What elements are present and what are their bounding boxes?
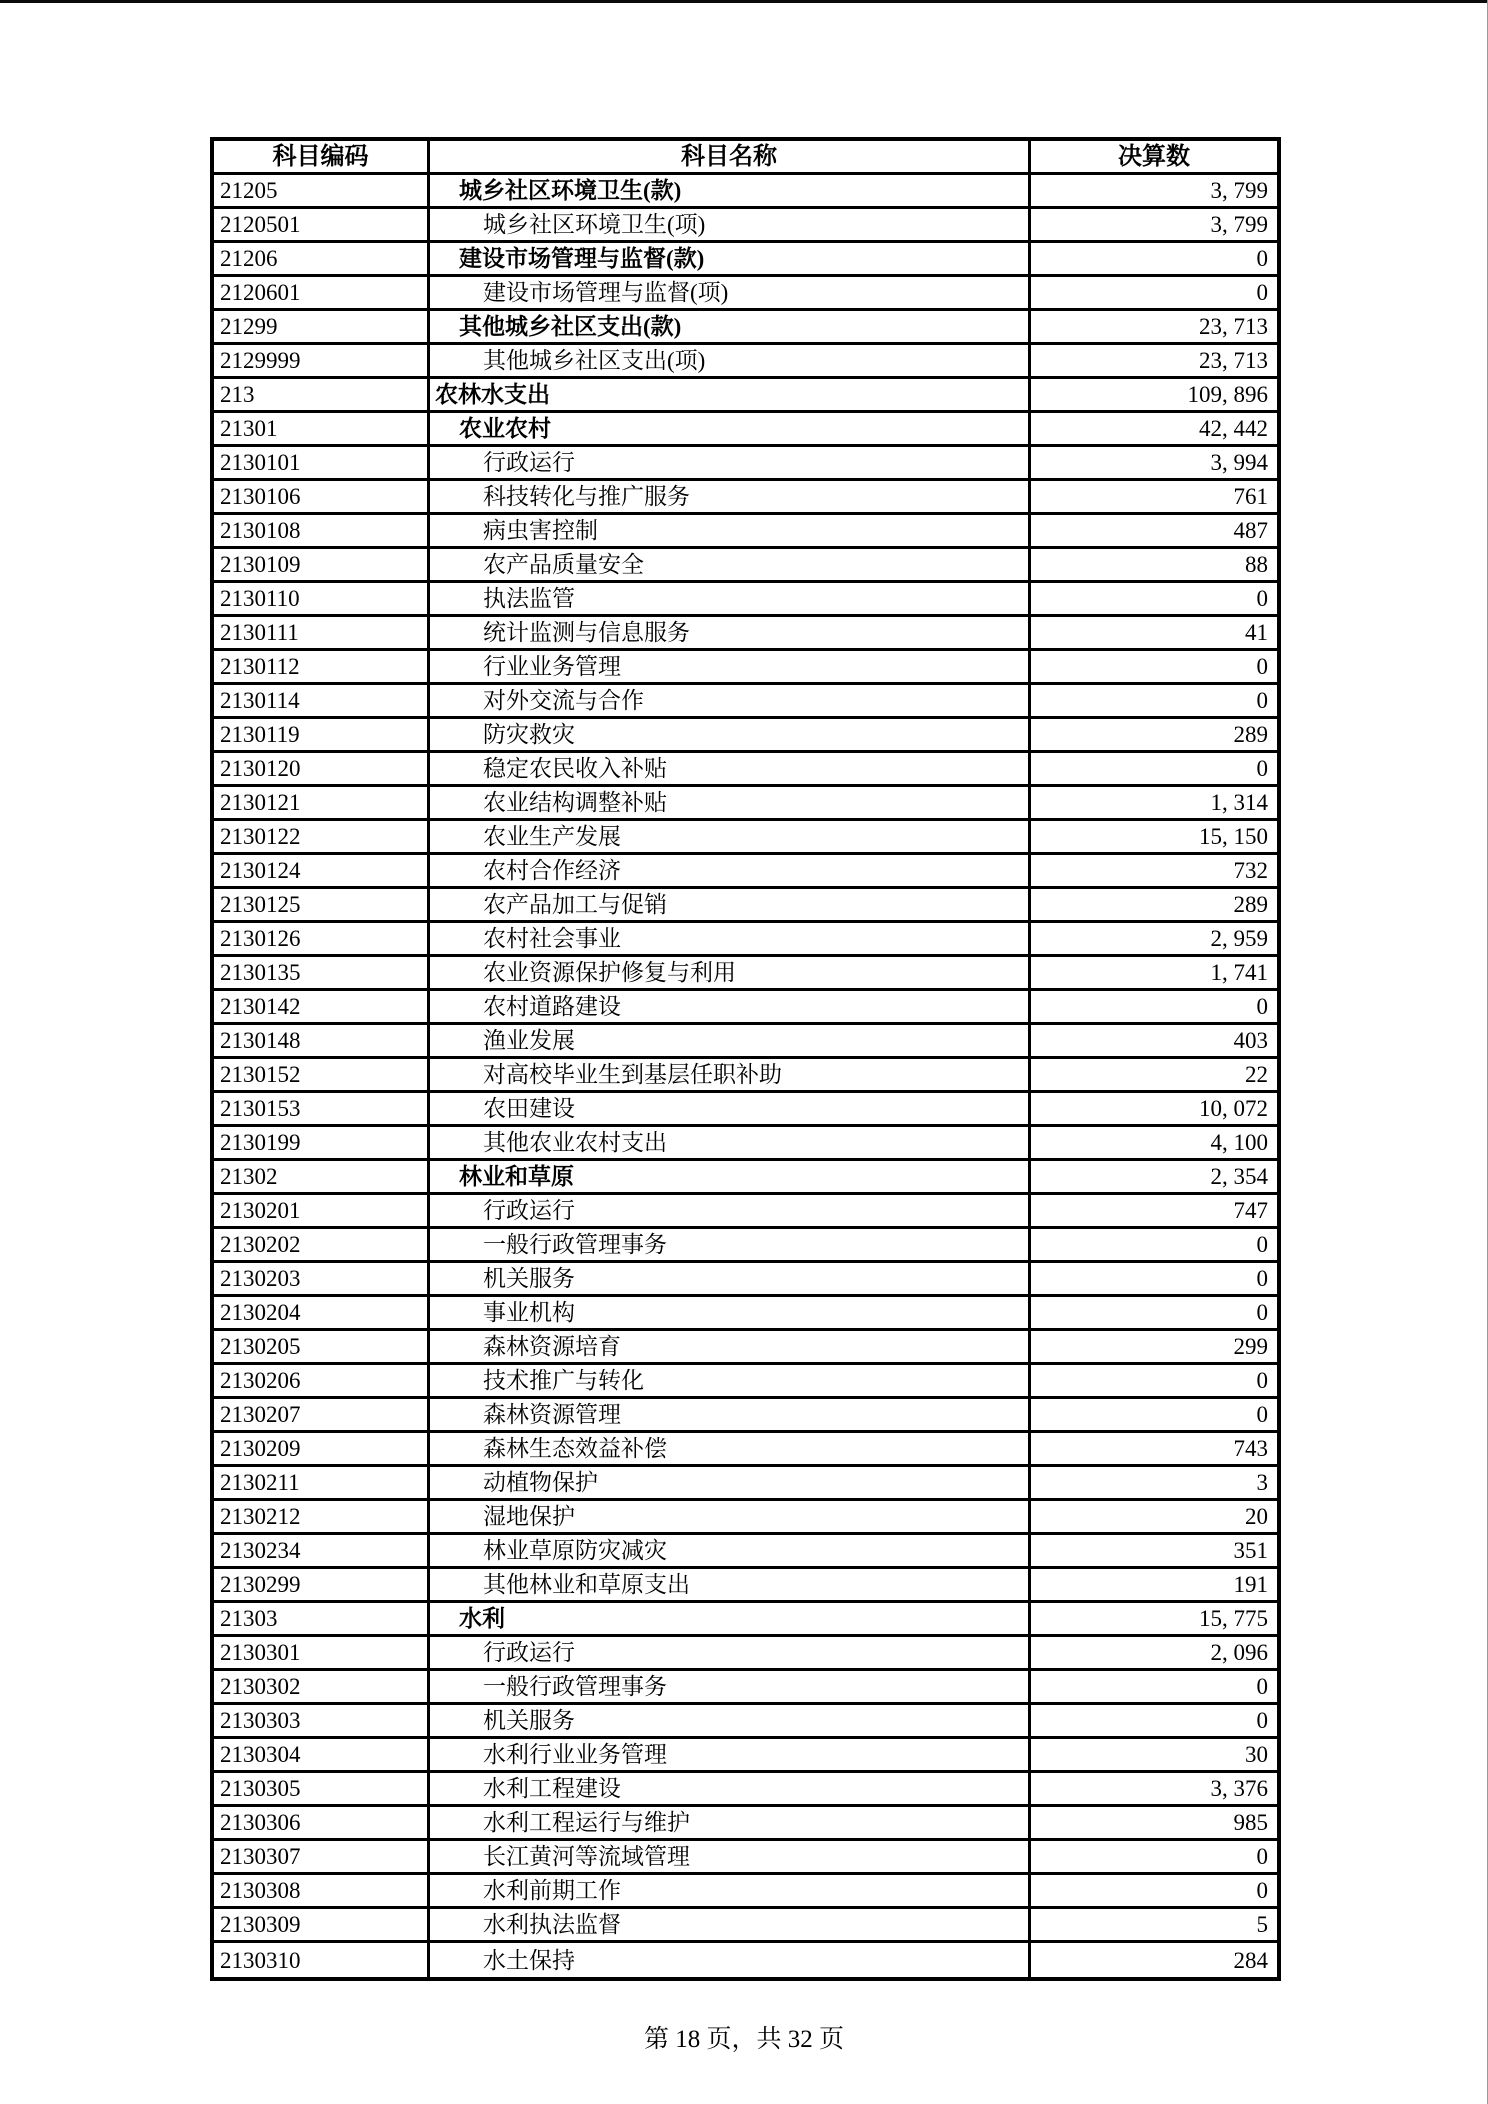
subject-code-cell: 2130121	[214, 787, 430, 818]
subject-code-cell: 21206	[214, 243, 430, 274]
final-amount-cell: 15, 150	[1199, 824, 1268, 849]
column-header-subject-code: 科目编码	[214, 141, 430, 172]
subject-code-cell: 2130201	[214, 1195, 430, 1226]
final-amount-cell: 0	[1256, 1878, 1268, 1903]
final-amount-cell: 2, 959	[1210, 926, 1268, 951]
table-row	[214, 1399, 1277, 1433]
table-row	[214, 1195, 1277, 1229]
subject-name-cell: 执法监管	[430, 583, 1031, 614]
final-amount-cell: 2, 354	[1210, 1164, 1268, 1189]
table-row	[214, 1229, 1277, 1263]
final-amount-cell: 0	[1256, 1232, 1268, 1257]
subject-name-cell: 长江黄河等流域管理	[430, 1841, 1031, 1872]
table-row	[214, 787, 1277, 821]
subject-name-cell: 水利工程运行与维护	[430, 1807, 1031, 1838]
table-row	[214, 1331, 1277, 1365]
subject-code-cell: 2130209	[214, 1433, 430, 1464]
table-row	[214, 1637, 1277, 1671]
subject-code-cell: 2130212	[214, 1501, 430, 1532]
column-header-final-amount: 决算数	[1118, 143, 1190, 170]
subject-code-cell: 2130119	[214, 719, 430, 750]
table-row	[214, 1773, 1277, 1807]
table-row	[214, 379, 1277, 413]
subject-name-cell: 农产品加工与促销	[430, 889, 1031, 920]
subject-name-cell: 农业农村	[430, 413, 1031, 444]
subject-name-cell: 统计监测与信息服务	[430, 617, 1031, 648]
subject-name-cell: 行政运行	[430, 447, 1031, 478]
table-row	[214, 1875, 1277, 1909]
subject-code-cell: 2130101	[214, 447, 430, 478]
final-amount-cell: 747	[1233, 1198, 1268, 1223]
final-amount-cell: 191	[1233, 1572, 1268, 1597]
subject-code-cell: 2130108	[214, 515, 430, 546]
subject-name-cell: 湿地保护	[430, 1501, 1031, 1532]
final-amount-cell: 732	[1233, 858, 1268, 883]
subject-code-cell: 2130120	[214, 753, 430, 784]
subject-code-cell: 2130112	[214, 651, 430, 682]
subject-code-cell: 2120501	[214, 209, 430, 240]
subject-name-cell: 行业业务管理	[430, 651, 1031, 682]
subject-code-cell: 2130302	[214, 1671, 430, 1702]
subject-name-cell: 渔业发展	[430, 1025, 1031, 1056]
table-header-row	[214, 141, 1277, 175]
subject-name-cell: 农村道路建设	[430, 991, 1031, 1022]
table-row	[214, 447, 1277, 481]
subject-name-cell: 行政运行	[430, 1637, 1031, 1668]
table-row	[214, 1909, 1277, 1943]
subject-name-cell: 防灾救灾	[430, 719, 1031, 750]
table-row	[214, 719, 1277, 753]
subject-code-cell: 2130306	[214, 1807, 430, 1838]
table-row	[214, 175, 1277, 209]
table-row	[214, 1501, 1277, 1535]
subject-code-cell: 21303	[214, 1603, 430, 1634]
final-amount-cell: 487	[1233, 518, 1268, 543]
subject-name-cell: 机关服务	[430, 1263, 1031, 1294]
table-row	[214, 889, 1277, 923]
subject-code-cell: 2130142	[214, 991, 430, 1022]
subject-code-cell: 2130135	[214, 957, 430, 988]
subject-code-cell: 2130148	[214, 1025, 430, 1056]
subject-code-cell: 2130126	[214, 923, 430, 954]
table-row	[214, 855, 1277, 889]
final-amount-cell: 0	[1256, 994, 1268, 1019]
table-row	[214, 1535, 1277, 1569]
table-row	[214, 1671, 1277, 1705]
subject-name-cell: 其他农业农村支出	[430, 1127, 1031, 1158]
table-row	[214, 923, 1277, 957]
subject-code-cell: 2130202	[214, 1229, 430, 1260]
subject-name-cell: 水利	[430, 1603, 1031, 1634]
subject-name-cell: 水利行业业务管理	[430, 1739, 1031, 1770]
subject-code-cell: 2130308	[214, 1875, 430, 1906]
table-row	[214, 1569, 1277, 1603]
final-amount-cell: 3, 799	[1210, 212, 1268, 237]
page-edge-top	[0, 0, 1488, 3]
table-row	[214, 1807, 1277, 1841]
table-row	[214, 345, 1277, 379]
final-amount-cell: 3, 799	[1210, 178, 1268, 203]
subject-code-cell: 2129999	[214, 345, 430, 376]
final-amount-cell: 0	[1256, 1674, 1268, 1699]
subject-name-cell: 农村合作经济	[430, 855, 1031, 886]
table-row	[214, 1297, 1277, 1331]
subject-name-cell: 对高校毕业生到基层任职补助	[430, 1059, 1031, 1090]
subject-code-cell: 2130206	[214, 1365, 430, 1396]
table-row	[214, 1739, 1277, 1773]
subject-code-cell: 2130207	[214, 1399, 430, 1430]
final-amount-cell: 41	[1245, 620, 1268, 645]
subject-code-cell: 2130111	[214, 617, 430, 648]
final-amount-cell: 0	[1256, 1844, 1268, 1869]
subject-code-cell: 2130109	[214, 549, 430, 580]
final-amount-cell: 0	[1256, 1266, 1268, 1291]
subject-name-cell: 林业草原防灾减灾	[430, 1535, 1031, 1566]
final-amount-cell: 351	[1233, 1538, 1268, 1563]
table-row	[214, 1705, 1277, 1739]
table-row	[214, 957, 1277, 991]
table-row	[214, 1467, 1277, 1501]
table-row	[214, 1127, 1277, 1161]
subject-code-cell: 21299	[214, 311, 430, 342]
subject-name-cell: 对外交流与合作	[430, 685, 1031, 716]
final-amount-cell: 289	[1233, 722, 1268, 747]
subject-code-cell: 21302	[214, 1161, 430, 1192]
subject-code-cell: 2130305	[214, 1773, 430, 1804]
subject-code-cell: 2130205	[214, 1331, 430, 1362]
final-amount-cell: 22	[1245, 1062, 1268, 1087]
final-amount-cell: 30	[1245, 1742, 1268, 1767]
table-row	[214, 549, 1277, 583]
subject-name-cell: 一般行政管理事务	[430, 1671, 1031, 1702]
subject-name-cell: 行政运行	[430, 1195, 1031, 1226]
subject-code-cell: 2130307	[214, 1841, 430, 1872]
subject-name-cell: 水土保持	[430, 1943, 1031, 1977]
subject-name-cell: 水利执法监督	[430, 1909, 1031, 1940]
subject-name-cell: 森林生态效益补偿	[430, 1433, 1031, 1464]
subject-code-cell: 2130114	[214, 685, 430, 716]
subject-code-cell: 2130310	[214, 1943, 430, 1977]
subject-code-cell: 2130122	[214, 821, 430, 852]
table-row	[214, 209, 1277, 243]
subject-name-cell: 科技转化与推广服务	[430, 481, 1031, 512]
table-row	[214, 413, 1277, 447]
final-amount-cell: 0	[1256, 1300, 1268, 1325]
table-row	[214, 1093, 1277, 1127]
subject-name-cell: 其他林业和草原支出	[430, 1569, 1031, 1600]
subject-code-cell: 2130125	[214, 889, 430, 920]
subject-name-cell: 城乡社区环境卫生(项)	[430, 209, 1031, 240]
final-amount-cell: 1, 741	[1210, 960, 1268, 985]
subject-name-cell: 水利前期工作	[430, 1875, 1031, 1906]
final-amount-cell: 761	[1233, 484, 1268, 509]
final-amount-cell: 5	[1256, 1912, 1268, 1937]
final-amount-cell: 299	[1233, 1334, 1268, 1359]
subject-code-cell: 2130204	[214, 1297, 430, 1328]
final-amount-cell: 0	[1256, 586, 1268, 611]
subject-name-cell: 其他城乡社区支出(款)	[430, 311, 1031, 342]
table-row	[214, 583, 1277, 617]
final-amount-cell: 2, 096	[1210, 1640, 1268, 1665]
final-amount-cell: 985	[1233, 1810, 1268, 1835]
table-row	[214, 685, 1277, 719]
subject-name-cell: 建设市场管理与监督(项)	[430, 277, 1031, 308]
table-body	[214, 175, 1277, 1977]
subject-code-cell: 2130124	[214, 855, 430, 886]
subject-code-cell: 2120601	[214, 277, 430, 308]
subject-name-cell: 一般行政管理事务	[430, 1229, 1031, 1260]
subject-name-cell: 城乡社区环境卫生(款)	[430, 175, 1031, 206]
table-row	[214, 1603, 1277, 1637]
final-amount-cell: 0	[1256, 1368, 1268, 1393]
budget-table	[210, 137, 1281, 1981]
final-amount-cell: 743	[1233, 1436, 1268, 1461]
table-row	[214, 1263, 1277, 1297]
table-row	[214, 617, 1277, 651]
final-amount-cell: 403	[1233, 1028, 1268, 1053]
table-row	[214, 481, 1277, 515]
subject-name-cell: 农业结构调整补贴	[430, 787, 1031, 818]
subject-code-cell: 21205	[214, 175, 430, 206]
subject-code-cell: 2130106	[214, 481, 430, 512]
final-amount-cell: 3	[1256, 1470, 1268, 1495]
page-footer: 第 18 页，共 32 页	[643, 2026, 844, 2053]
final-amount-cell: 0	[1256, 654, 1268, 679]
final-amount-cell: 0	[1256, 246, 1268, 271]
final-amount-cell: 42, 442	[1199, 416, 1268, 441]
subject-code-cell: 213	[214, 379, 430, 410]
subject-name-cell: 稳定农民收入补贴	[430, 753, 1031, 784]
subject-code-cell: 2130110	[214, 583, 430, 614]
table-row	[214, 515, 1277, 549]
subject-code-cell: 2130234	[214, 1535, 430, 1566]
subject-name-cell: 机关服务	[430, 1705, 1031, 1736]
subject-code-cell: 2130211	[214, 1467, 430, 1498]
subject-name-cell: 事业机构	[430, 1297, 1031, 1328]
subject-name-cell: 农林水支出	[430, 379, 1031, 410]
table-row	[214, 1161, 1277, 1195]
subject-code-cell: 2130301	[214, 1637, 430, 1668]
final-amount-cell: 0	[1256, 688, 1268, 713]
final-amount-cell: 23, 713	[1199, 314, 1268, 339]
final-amount-cell: 0	[1256, 756, 1268, 781]
subject-name-cell: 动植物保护	[430, 1467, 1031, 1498]
final-amount-cell: 0	[1256, 280, 1268, 305]
table-row	[214, 1025, 1277, 1059]
subject-name-cell: 农业资源保护修复与利用	[430, 957, 1031, 988]
subject-name-cell: 农产品质量安全	[430, 549, 1031, 580]
final-amount-cell: 15, 775	[1199, 1606, 1268, 1631]
table-row	[214, 821, 1277, 855]
subject-code-cell: 2130299	[214, 1569, 430, 1600]
final-amount-cell: 109, 896	[1187, 382, 1268, 407]
subject-code-cell: 2130203	[214, 1263, 430, 1294]
subject-code-cell: 2130152	[214, 1059, 430, 1090]
subject-name-cell: 农田建设	[430, 1093, 1031, 1124]
final-amount-cell: 3, 994	[1210, 450, 1268, 475]
subject-code-cell: 2130199	[214, 1127, 430, 1158]
subject-name-cell: 森林资源培育	[430, 1331, 1031, 1362]
final-amount-cell: 20	[1245, 1504, 1268, 1529]
table-row	[214, 311, 1277, 345]
table-row	[214, 753, 1277, 787]
subject-name-cell: 农业生产发展	[430, 821, 1031, 852]
table-row	[214, 277, 1277, 311]
subject-code-cell: 2130309	[214, 1909, 430, 1940]
final-amount-cell: 1, 314	[1210, 790, 1268, 815]
table-row	[214, 651, 1277, 685]
column-header-subject-name: 科目名称	[430, 141, 1031, 172]
subject-code-cell: 2130303	[214, 1705, 430, 1736]
final-amount-cell: 0	[1256, 1402, 1268, 1427]
subject-name-cell: 林业和草原	[430, 1161, 1031, 1192]
subject-name-cell: 水利工程建设	[430, 1773, 1031, 1804]
final-amount-cell: 88	[1245, 552, 1268, 577]
subject-name-cell: 病虫害控制	[430, 515, 1031, 546]
final-amount-cell: 0	[1256, 1708, 1268, 1733]
final-amount-cell: 284	[1233, 1947, 1268, 1973]
final-amount-cell: 4, 100	[1210, 1130, 1268, 1155]
subject-name-cell: 建设市场管理与监督(款)	[430, 243, 1031, 274]
subject-code-cell: 2130304	[214, 1739, 430, 1770]
final-amount-cell: 23, 713	[1199, 348, 1268, 373]
table-row	[214, 243, 1277, 277]
subject-name-cell: 农村社会事业	[430, 923, 1031, 954]
final-amount-cell: 10, 072	[1199, 1096, 1268, 1121]
table-row	[214, 1059, 1277, 1093]
final-amount-cell: 289	[1233, 892, 1268, 917]
table-row	[214, 1433, 1277, 1467]
subject-code-cell: 21301	[214, 413, 430, 444]
subject-code-cell: 2130153	[214, 1093, 430, 1124]
table-row	[214, 991, 1277, 1025]
table-row	[214, 1365, 1277, 1399]
final-amount-cell: 3, 376	[1210, 1776, 1268, 1801]
subject-name-cell: 技术推广与转化	[430, 1365, 1031, 1396]
table-row	[214, 1943, 1277, 1977]
subject-name-cell: 森林资源管理	[430, 1399, 1031, 1430]
subject-name-cell: 其他城乡社区支出(项)	[430, 345, 1031, 376]
table-row	[214, 1841, 1277, 1875]
